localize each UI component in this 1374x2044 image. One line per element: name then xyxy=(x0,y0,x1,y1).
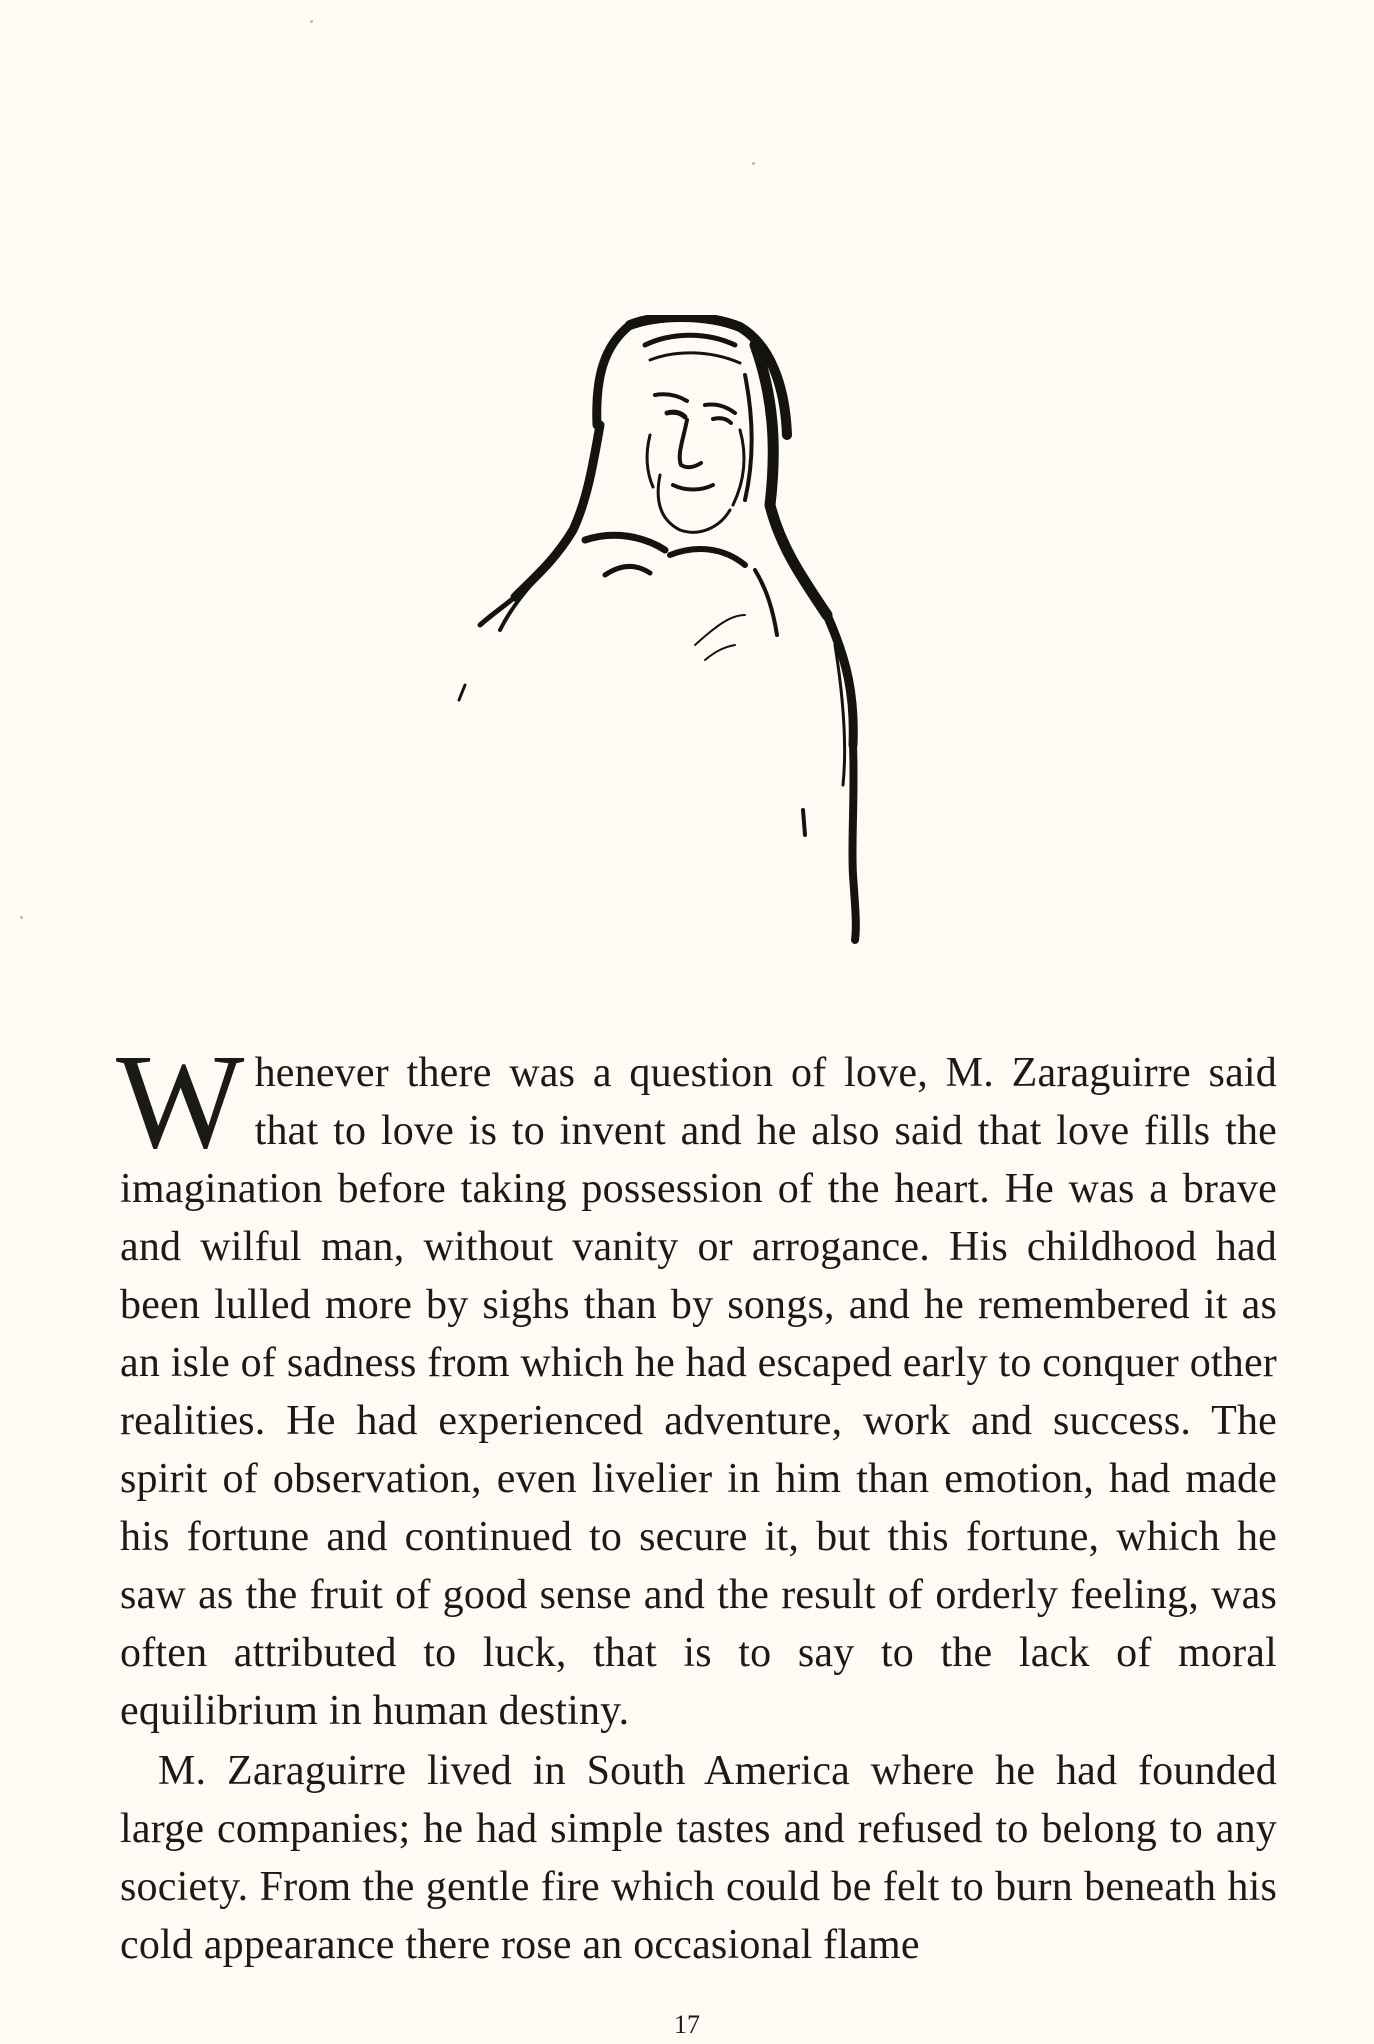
drop-cap: W xyxy=(116,1027,245,1177)
paragraph xyxy=(116,1027,1277,1740)
portrait-illustration xyxy=(455,315,925,950)
paragraph-text: henever there was a question of love, M. Zaraguirre said that to love is to invent and he also said that love fills the imagination before taking possession of the heart. He was a brave and wilful man, without vanity or arrogance. His childhood had been lulled more by sighs than by songs, and he remembered it as an isle of sadness from which he had escaped early to conquer other realities. He had experienced adventure, work and success. The spirit of observation, even livelier in him than emotion, had made his fortune and continued to secure it, but this fortune, which he saw as the fruit of good sense and the result of orderly feeling, was often attributed to luck, that is to say to the lack of moral equilibrium in human destiny. xyxy=(120,1050,1277,1734)
chapter-text xyxy=(116,1027,1277,1974)
page-number: 17 xyxy=(674,2010,700,2039)
paragraph: M. Zaraguirre lived in South America where he had founded large companies; he had simple tastes and refused to belong to any society. From the gentle fire which could be felt to burn beneath his cold appearance there rose an occasional flame xyxy=(120,1748,1277,1968)
paper-speck xyxy=(752,162,755,165)
paper-speck xyxy=(310,20,313,23)
paper-speck xyxy=(20,916,23,919)
